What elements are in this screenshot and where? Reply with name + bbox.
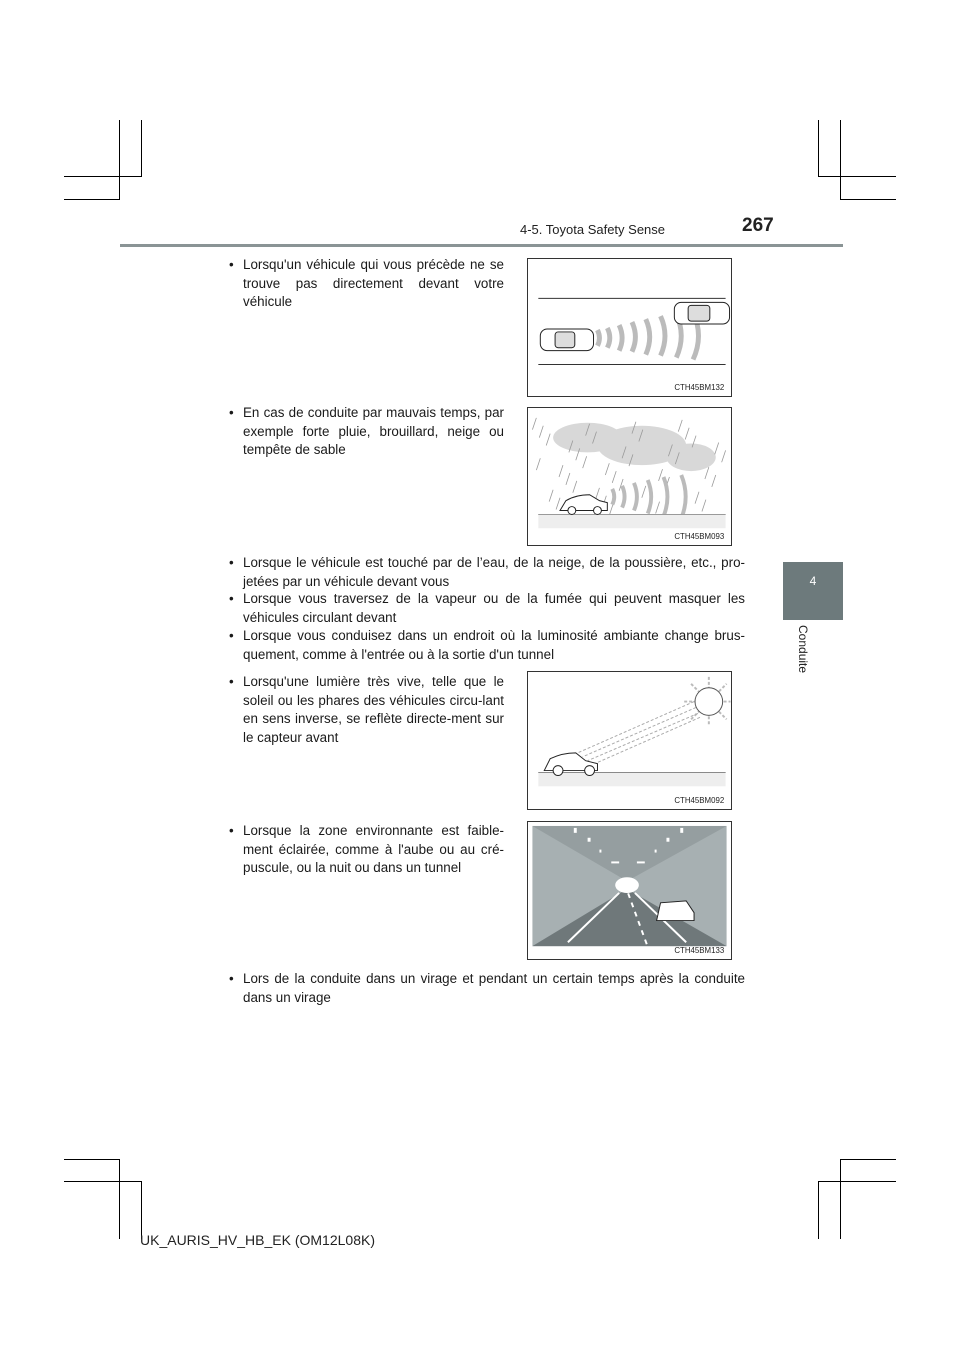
rain-streak (605, 463, 609, 475)
rain-streak (546, 434, 550, 446)
chapter-number: 4 (809, 574, 817, 588)
list-item: • Lorsqu'un véhicule qui vous précède ne se trouve pas directement devant votre véhicule (229, 256, 504, 312)
crop-mark (119, 1159, 120, 1239)
figure-code: CTH45BM093 (674, 532, 725, 542)
crop-mark (840, 199, 896, 200)
list-item: • En cas de conduite par mauvais temps, par exemple forte pluie, brouillard, neige ou tempête de sable (229, 404, 504, 460)
crop-mark (818, 1181, 819, 1239)
rain-streak (678, 420, 682, 432)
crop-mark (141, 1181, 142, 1239)
crop-mark (119, 120, 120, 200)
list-item: • Lorsque vous traversez de la vapeur ou de la fumée qui peuvent masquer les véhicules circulant devant (229, 590, 745, 627)
crop-mark (141, 120, 142, 177)
rain-streak (559, 465, 563, 477)
rain-streak (573, 481, 577, 493)
rain-streak (705, 467, 709, 479)
rain-streak (583, 456, 587, 468)
rain-streak (702, 500, 706, 512)
rain-streak (685, 428, 689, 440)
rain-streak (566, 473, 570, 485)
list-item: • Lorsque la zone environnante est faible-ment éclairée, comme à l'aube ou au cré-puscule, ou la nuit ou dans un tunnel (229, 822, 504, 878)
figure-offset-vehicle (527, 258, 732, 397)
rain-streak (556, 498, 560, 510)
crop-mark (818, 176, 896, 177)
rain-streak (642, 486, 646, 498)
crop-mark (840, 1159, 896, 1160)
crop-mark (840, 1159, 841, 1239)
rain-streak (539, 426, 543, 438)
figure-code: CTH45BM132 (674, 383, 725, 393)
crop-mark (818, 1181, 896, 1182)
rain-streak (612, 471, 616, 483)
figure-code: CTH45BM133 (674, 946, 725, 956)
rain-streak (532, 418, 536, 430)
list-item: • Lorsque vous conduisez dans un endroit où la luminosité ambiante change brus-quement, comme à l'entrée ou à la sortie d'un tunnel (229, 627, 745, 664)
rain-streak (659, 469, 663, 481)
figure-code: CTH45BM092 (674, 796, 725, 806)
rain-streak (715, 442, 719, 454)
rain-streak (595, 488, 599, 500)
page-number: 267 (742, 215, 774, 236)
chapter-label: Conduite (796, 625, 810, 674)
list-item: • Lorsqu'une lumière très vive, telle que le soleil ou les phares des véhicules circu-lant en sens inverse, se reflète directe-ment sur le capteur avant (229, 673, 504, 747)
rain-streak (656, 502, 660, 514)
chapter-tab (783, 562, 843, 620)
section-title: 4-5. Toyota Safety Sense (520, 222, 666, 237)
figure-tunnel (527, 821, 732, 960)
figure-bright-light (527, 671, 732, 810)
crop-mark (818, 120, 819, 177)
document-id: UK_AURIS_HV_HB_EK (OM12L08K) (140, 1232, 375, 1248)
crop-mark (840, 120, 841, 200)
header-divider (120, 244, 843, 247)
crop-mark (64, 176, 142, 177)
rain-streak (712, 475, 716, 487)
rain-streak (695, 492, 699, 504)
list-item: • Lors de la conduite dans un virage et pendant un certain temps après la conduite dans un virage (229, 970, 745, 1007)
crop-mark (64, 199, 120, 200)
crop-mark (64, 1159, 120, 1160)
rain-streak (722, 450, 726, 462)
rain-streak (609, 504, 613, 516)
list-item: • Lorsque le véhicule est touché par de l’eau, de la neige, de la poussière, etc., pro-jetées par un véhicule devant vous (229, 554, 745, 591)
rain-streak (536, 458, 540, 470)
crop-mark (64, 1181, 142, 1182)
rain-streak (549, 490, 553, 502)
figure-bad-weather (527, 407, 732, 546)
